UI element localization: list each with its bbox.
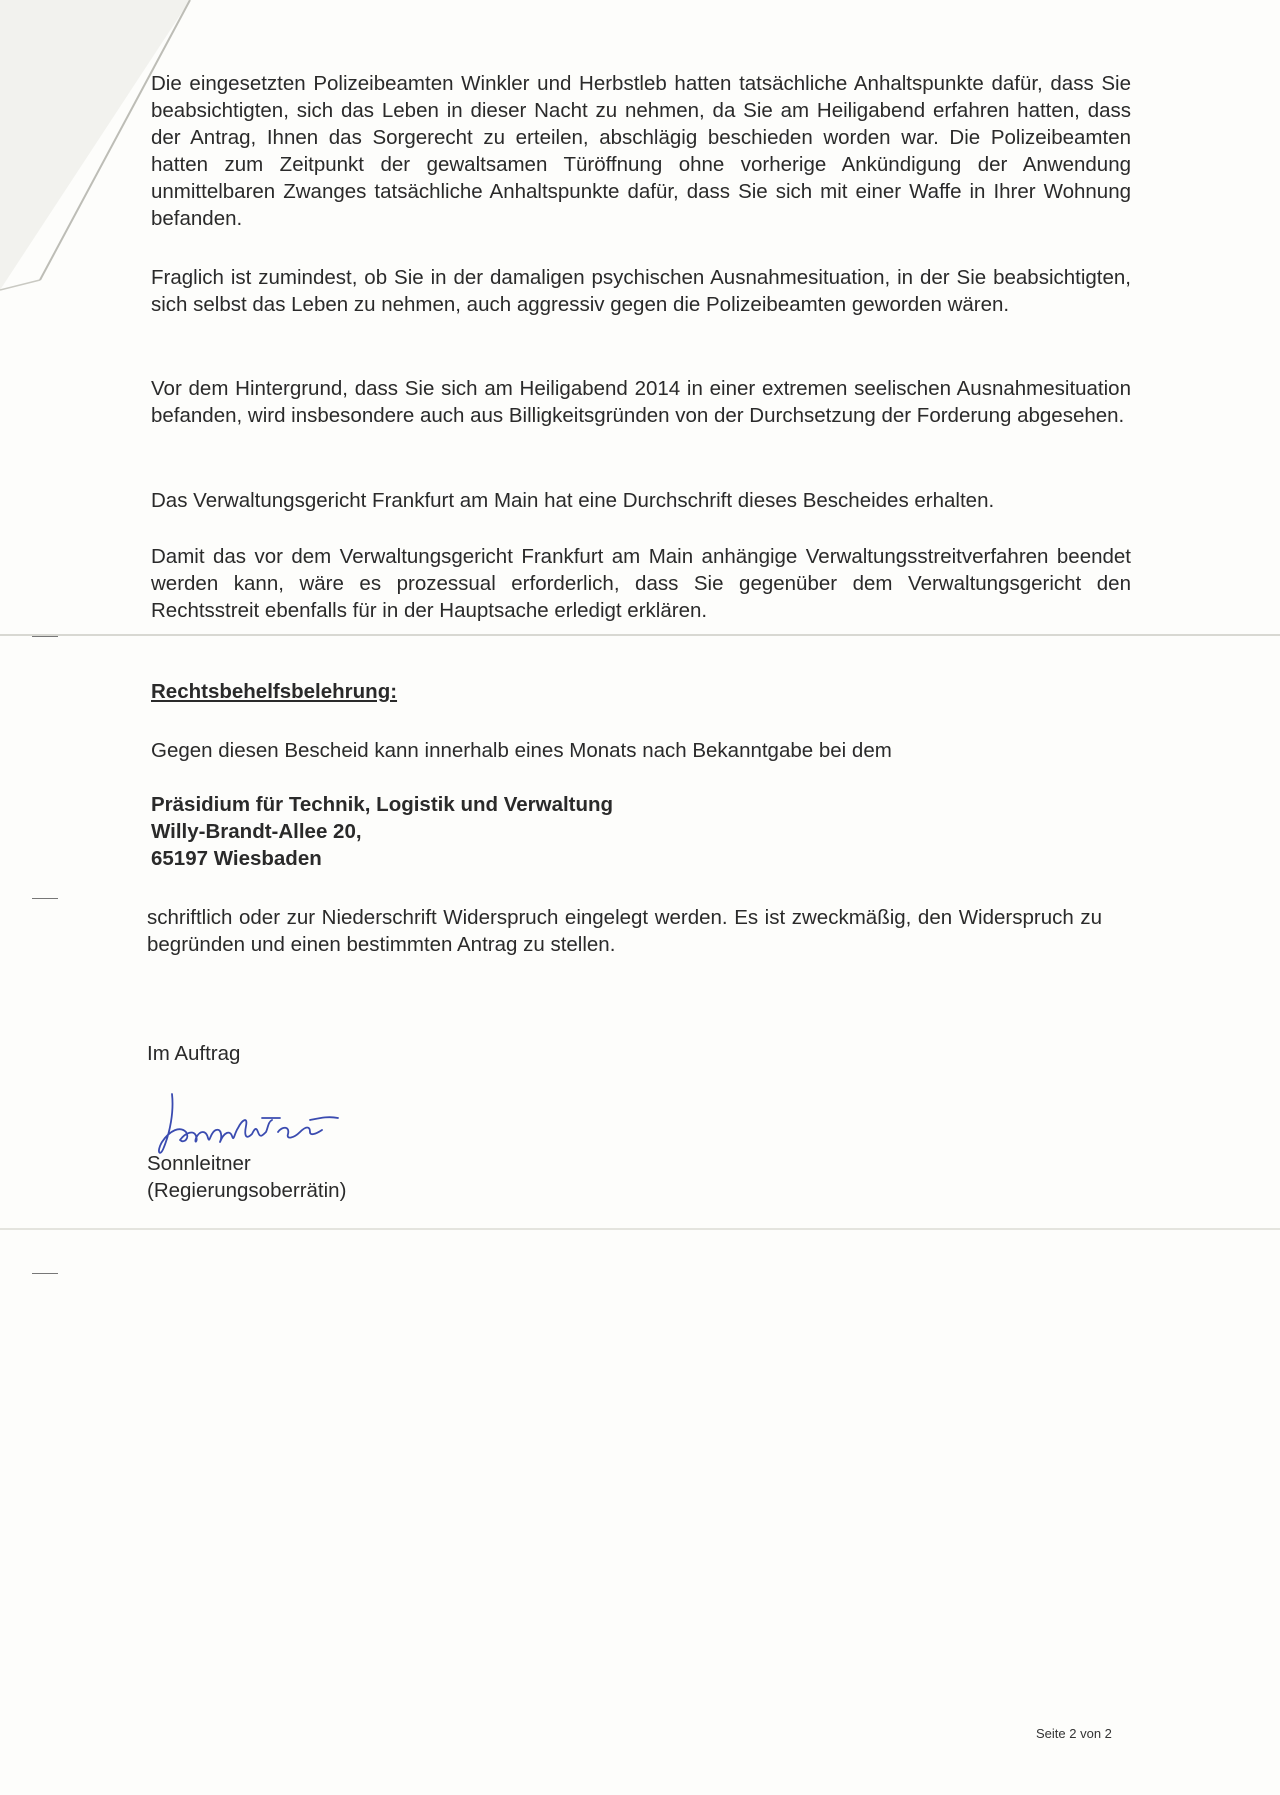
fold-mark	[32, 636, 58, 637]
page-number: Seite 2 von 2	[1036, 1726, 1112, 1741]
address-line: Präsidium für Technik, Logistik und Verwaltung	[151, 793, 614, 816]
fold-mark	[32, 1273, 58, 1274]
body-paragraph: Die eingesetzten Polizeibeamten Winkler und Herbstleb hatten tatsächliche Anhaltspunkte dafür, dass Sie beabsichtigten, sich das Leben in dieser Nacht zu nehmen, da Sie am Heiligabend erfahren hatten, dass der Antrag, Ihnen das Sorgerecht zu erteilen, abschlägig beschieden worden war. Die Polizeibeamten hatten zum Zeitpunkt der gewaltsamen Türöffnung ohne vorherige Ankündigung der Anwendung unmittelbaren Zwanges tatsächliche Anhaltspunkte dafür, dass Sie sich mit einer Waffe in Ihrer Wohnung befanden.	[151, 72, 1131, 230]
fold-mark	[32, 898, 58, 899]
paper-fold	[0, 634, 1280, 636]
legal-remedy-heading: Rechtsbehelfsbelehrung:	[151, 680, 398, 703]
body-paragraph: Fraglich ist zumindest, ob Sie in der damaligen psychischen Ausnahmesituation, in der Sie beabsichtigten, sich selbst das Leben zu nehmen, auch aggressiv gegen die Polizeibeamten geworden wären.	[151, 266, 1131, 316]
address-line: 65197 Wiesbaden	[151, 847, 322, 870]
body-paragraph: Damit das vor dem Verwaltungsgericht Frankfurt am Main anhängige Verwaltungsstreitverfahren beendet werden kann, wäre es prozessual erforderlich, dass Sie gegenüber dem Verwaltungsgericht den Rechtsstreit ebenfalls für in der Hauptsache erledigt erklären.	[151, 545, 1131, 622]
body-paragraph: Vor dem Hintergrund, dass Sie sich am Heiligabend 2014 in einer extremen seelischen Ausnahmesituation befanden, wird insbesondere auch aus Billigkeitsgründen von der Durchsetzung der Forderung abgesehen.	[151, 377, 1131, 427]
legal-remedy-intro: Gegen diesen Bescheid kann innerhalb eines Monats nach Bekanntgabe bei dem	[151, 739, 892, 762]
paper-fold	[0, 1228, 1280, 1230]
signer-title: (Regierungsoberrätin)	[147, 1179, 347, 1202]
signer-name: Sonnleitner	[147, 1152, 251, 1175]
legal-remedy-outro: schriftlich oder zur Niederschrift Widerspruch eingelegt werden. Es ist zweckmäßig, den Widerspruch zu begründen und einen bestimmten Antrag zu stellen.	[147, 906, 1102, 956]
closing-phrase: Im Auftrag	[147, 1042, 241, 1065]
address-line: Willy-Brandt-Allee 20,	[151, 820, 362, 843]
authority-address	[151, 791, 613, 872]
body-paragraph: Das Verwaltungsgericht Frankfurt am Main hat eine Durchschrift dieses Bescheides erhalten.	[151, 489, 995, 512]
